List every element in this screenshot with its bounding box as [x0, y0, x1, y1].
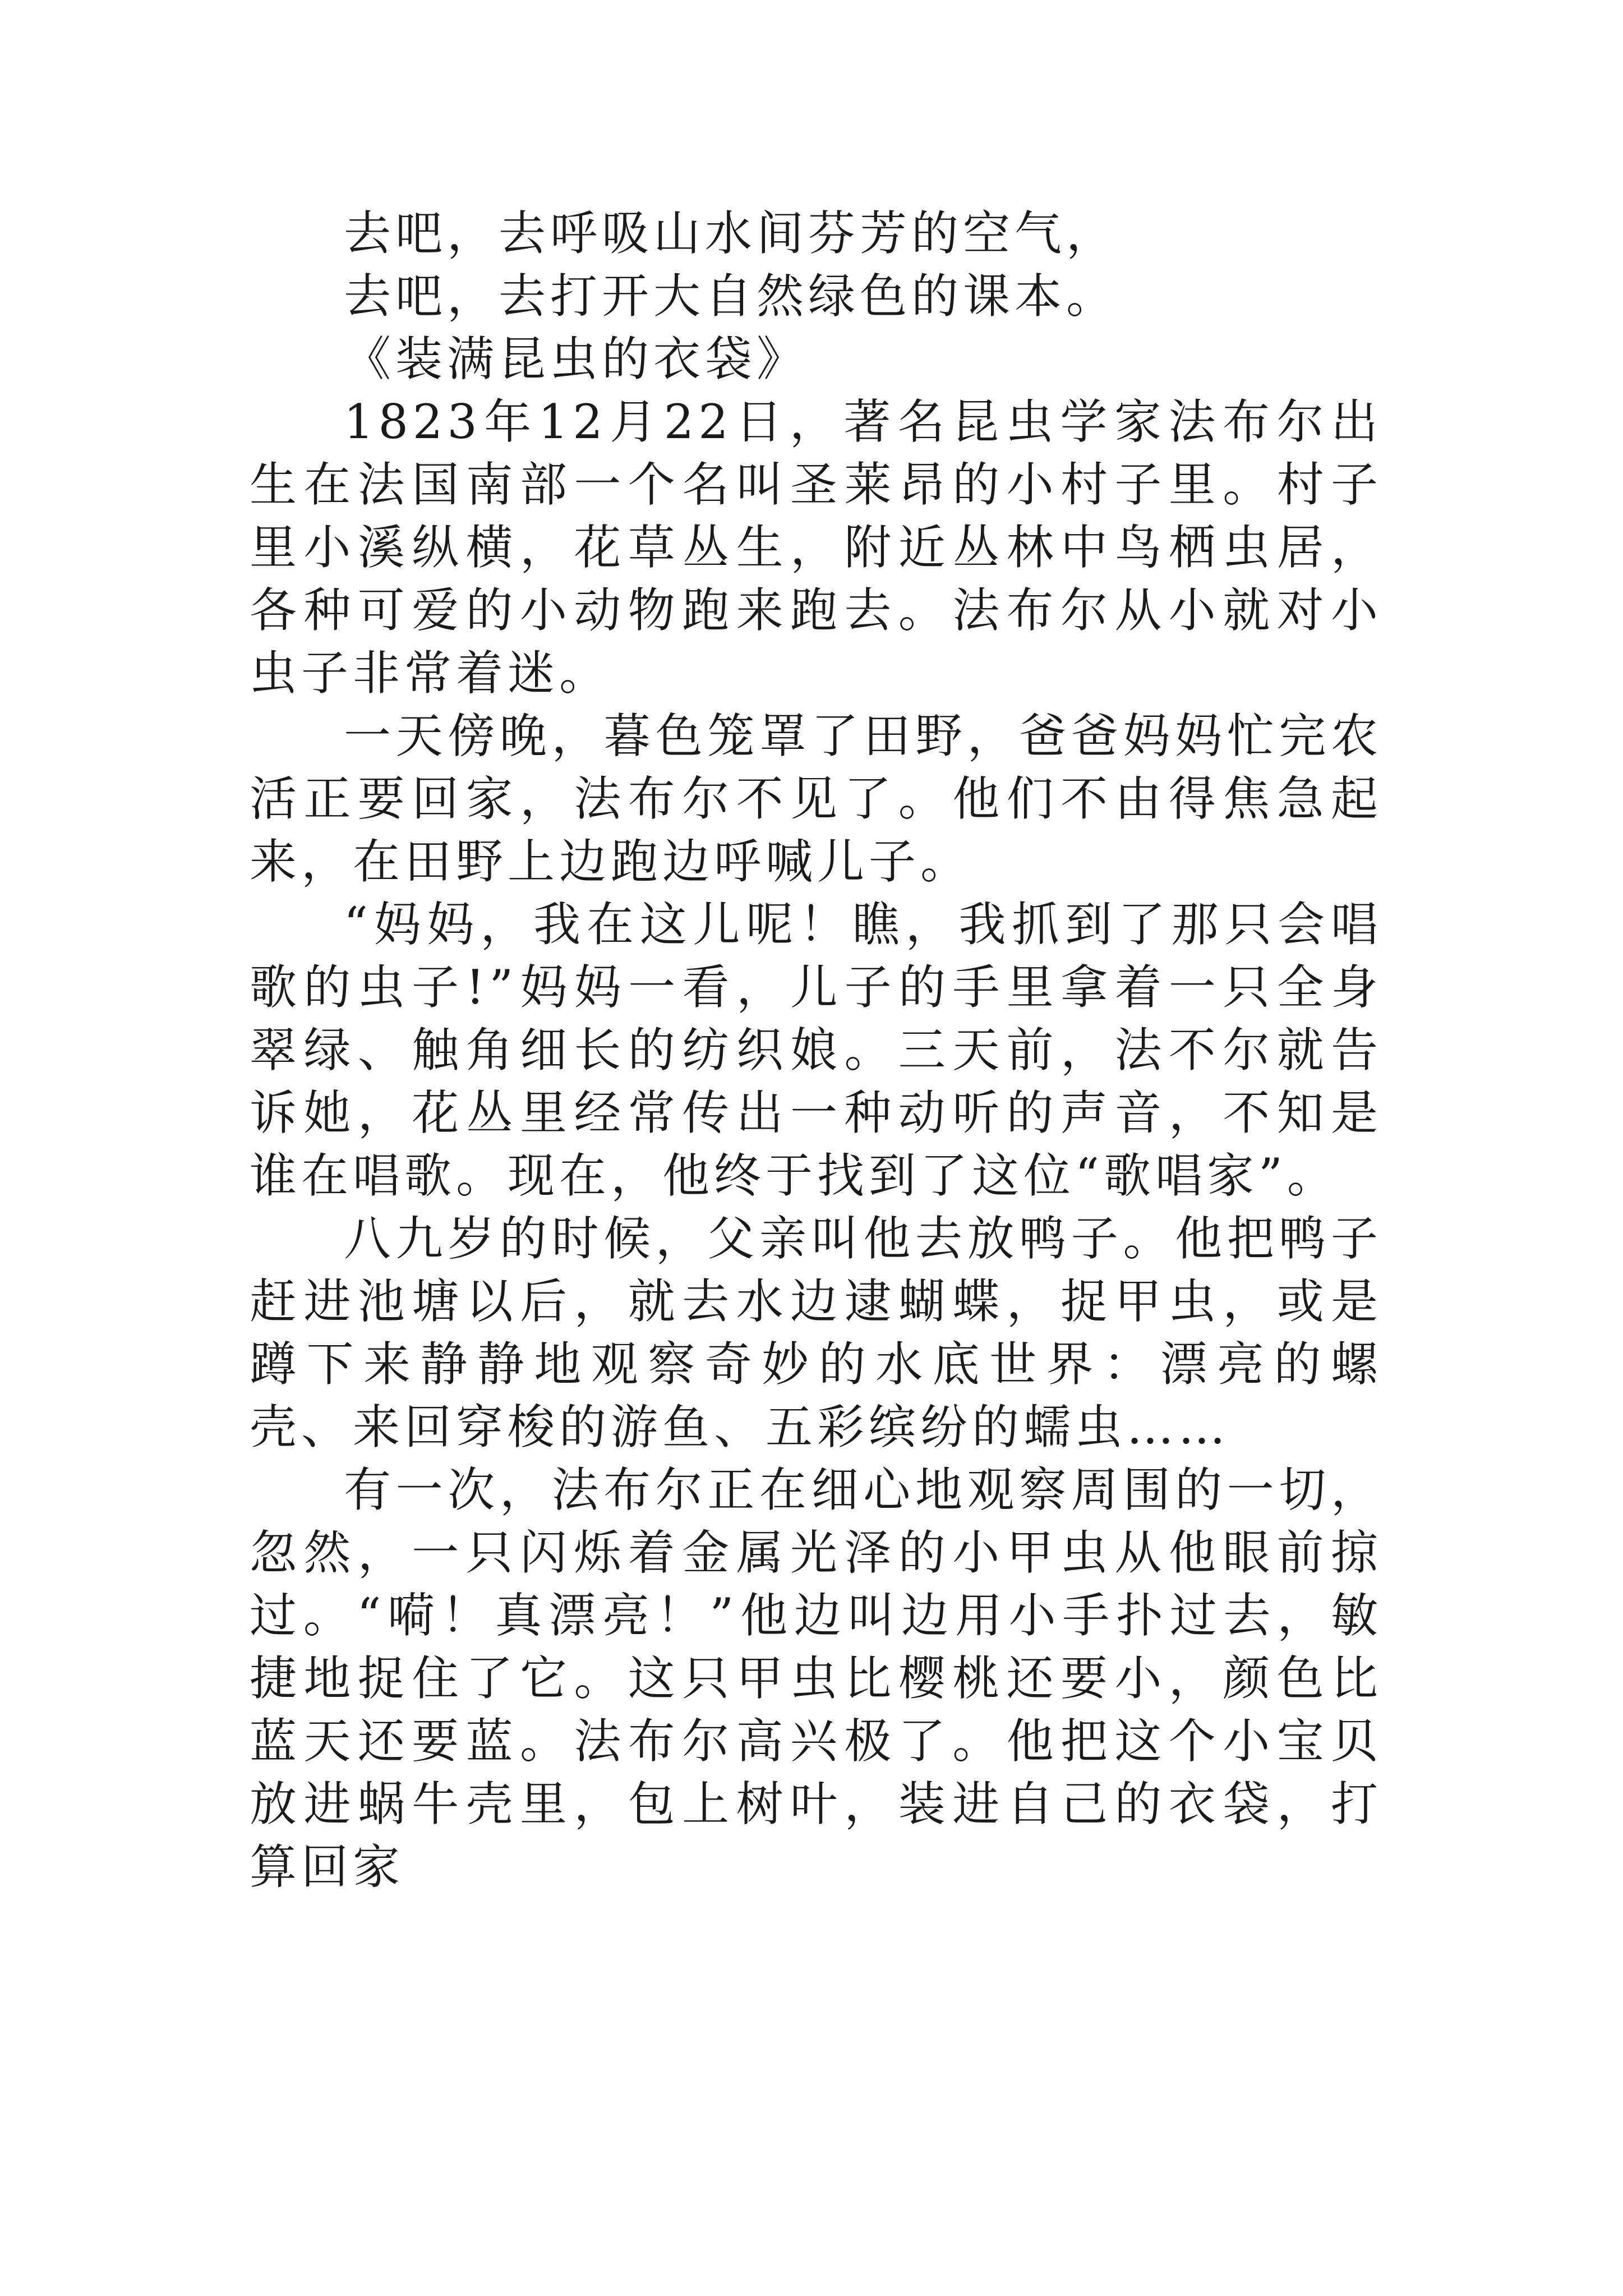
paragraph-beetle: 有一次，法布尔正在细心地观察周围的一切，忽然，一只闪烁着金属光泽的小甲虫从他眼前掠过。“嗬！真漂亮！”他边叫边用小手扑过去，敏捷地捉住了它。这只甲虫比樱桃还要小，颜色比蓝天还要蓝。法布尔高兴极了。他把这个小宝贝放进蜗牛壳里，包上树叶，装进自己的衣袋，打算回家 — [250, 1462, 1382, 1894]
story-title: 《装满昆虫的衣袋》 — [344, 332, 809, 386]
paragraph-katydid: “妈妈，我在这儿呢！瞧，我抓到了那只会唱歌的虫子!”妈妈一看，儿子的手里拿着一只全身翠绿、触角细长的纺织娘。三天前，法不尔就告诉她，花丛里经常传出一种动听的声音，不知是谁在唱歌。现在，他终于找到了这位“歌唱家”。 — [250, 897, 1382, 1203]
poem-line-1: 去吧，去呼吸山水间芬芳的空气， — [344, 206, 1118, 261]
paragraph-ducks: 八九岁的时候，父亲叫他去放鸭子。他把鸭子赶进池塘以后，就去水边逮蝴蝶，捉甲虫，或是蹲下来静静地观察奇妙的水底世界：漂亮的螺壳、来回穿梭的游鱼、五彩缤纷的蠕虫…… — [250, 1211, 1382, 1455]
document-body — [250, 202, 1382, 1898]
paragraph-birth: 1823年12月22日，著名昆虫学家法布尔出生在法国南部一个名叫圣莱昂的小村子里。村子里小溪纵横，花草丛生，附近丛林中鸟栖虫居，各种可爱的小动物跑来跑去。法布尔从小就对小虫子非常着迷。 — [250, 394, 1382, 701]
poem-line-2: 去吧，去打开大自然绿色的课本。 — [344, 269, 1118, 324]
paragraph-evening: 一天傍晚，暮色笼罩了田野，爸爸妈妈忙完农活正要回家，法布尔不见了。他们不由得焦急起来，在田野上边跑边呼喊儿子。 — [250, 708, 1382, 889]
